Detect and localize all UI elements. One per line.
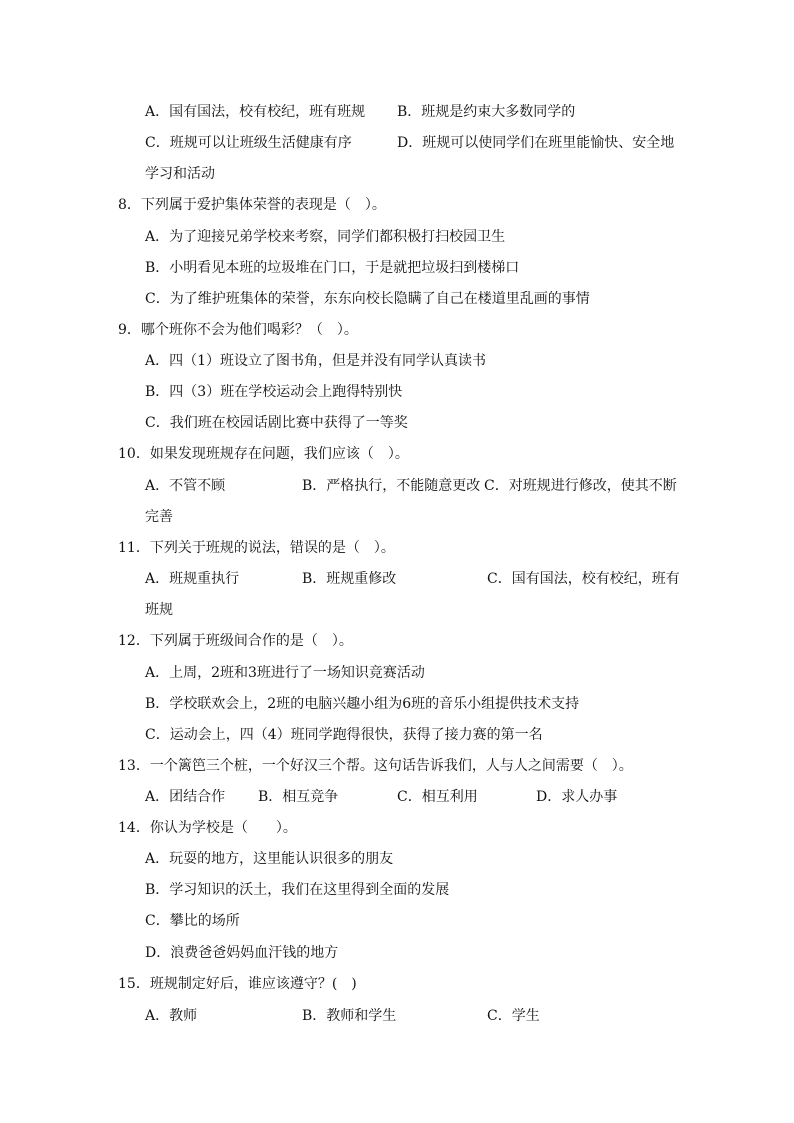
q10-option-c: C．对班规进行修改，使其不断 (484, 478, 677, 494)
q12-option-b: B．学校联欢会上，2班的电脑兴趣小组为6班的音乐小组提供技术支持 (145, 696, 580, 712)
q13-option-b: B．相互竞争 (258, 789, 339, 805)
q7-option-b: B．班规是约束大多数同学的 (397, 104, 576, 120)
q11-option-b: B．班规重修改 (302, 571, 397, 587)
q7-option-a: A．国有国法，校有校纪，班有班规 (145, 104, 366, 120)
q9-option-c: C．我们班在校园话剧比赛中获得了一等奖 (145, 415, 408, 431)
q13-option-d: D．求人办事 (536, 789, 618, 805)
q11-option-a: A．班规重执行 (145, 571, 240, 587)
q8-option-b: B．小明看见本班的垃圾堆在门口，于是就把垃圾扫到楼梯口 (145, 260, 520, 276)
q8-option-a: A．为了迎接兄弟学校来考察，同学们都积极打扫校园卫生 (145, 229, 506, 245)
q11-option-c: C．国有国法，校有校纪，班有 (487, 571, 680, 587)
q10-stem: 10．如果发现班规存在问题，我们应该（ ）。 (118, 446, 409, 462)
q11-stem: 11．下列关于班规的说法，错误的是（ ）。 (118, 540, 395, 556)
q12-option-a: A．上周，2班和3班进行了一场知识竞赛活动 (145, 665, 425, 681)
q7-option-d-continued: 学习和活动 (145, 166, 215, 182)
q14-stem: 14．你认为学校是（ ）。 (118, 820, 297, 836)
q15-option-a: A．教师 (145, 1008, 198, 1024)
q12-stem: 12．下列属于班级间合作的是（ ）。 (118, 633, 353, 649)
q10-option-b: B．严格执行，不能随意更改 (302, 478, 481, 494)
q9-option-a: A．四（1）班设立了图书角，但是并没有同学认真读书 (145, 353, 487, 369)
q14-option-c: C．攀比的场所 (145, 913, 240, 929)
q10-option-a: A．不管不顾 (145, 478, 226, 494)
q14-option-a: A．玩耍的地方，这里能认识很多的朋友 (145, 851, 394, 867)
q9-stem: 9．哪个班你不会为他们喝彩？（ ）。 (118, 322, 358, 338)
q13-option-c: C．相互利用 (397, 789, 478, 805)
q8-stem: 8．下列属于爱护集体荣誉的表现是（ ）。 (118, 197, 386, 213)
q7-option-d: D．班规可以使同学们在班里能愉快、安全地 (397, 135, 675, 151)
q10-option-c-continued: 完善 (145, 509, 173, 525)
q11-option-c-continued: 班规 (145, 602, 173, 618)
q12-option-c: C．运动会上，四（4）班同学跑得很快，获得了接力赛的第一名 (145, 727, 543, 743)
q13-option-a: A．团结合作 (145, 789, 226, 805)
q7-option-c: C．班规可以让班级生活健康有序 (145, 135, 352, 151)
q9-option-b: B．四（3）班在学校运动会上跑得特别快 (145, 384, 403, 400)
q14-option-d: D．浪费爸爸妈妈血汗钱的地方 (145, 945, 339, 961)
q8-option-c: C．为了维护班集体的荣誉，东东向校长隐瞒了自己在楼道里乱画的事情 (145, 291, 590, 307)
q15-option-c: C．学生 (487, 1008, 540, 1024)
q14-option-b: B．学习知识的沃土，我们在这里得到全面的发展 (145, 882, 450, 898)
q15-option-b: B．教师和学生 (302, 1008, 397, 1024)
q15-stem: 15．班规制定好后，谁应该遵守？( ) (118, 976, 357, 992)
q13-stem: 13．一个篱笆三个桩，一个好汉三个帮。这句话告诉我们，人与人之间需要（ ）。 (118, 758, 633, 774)
